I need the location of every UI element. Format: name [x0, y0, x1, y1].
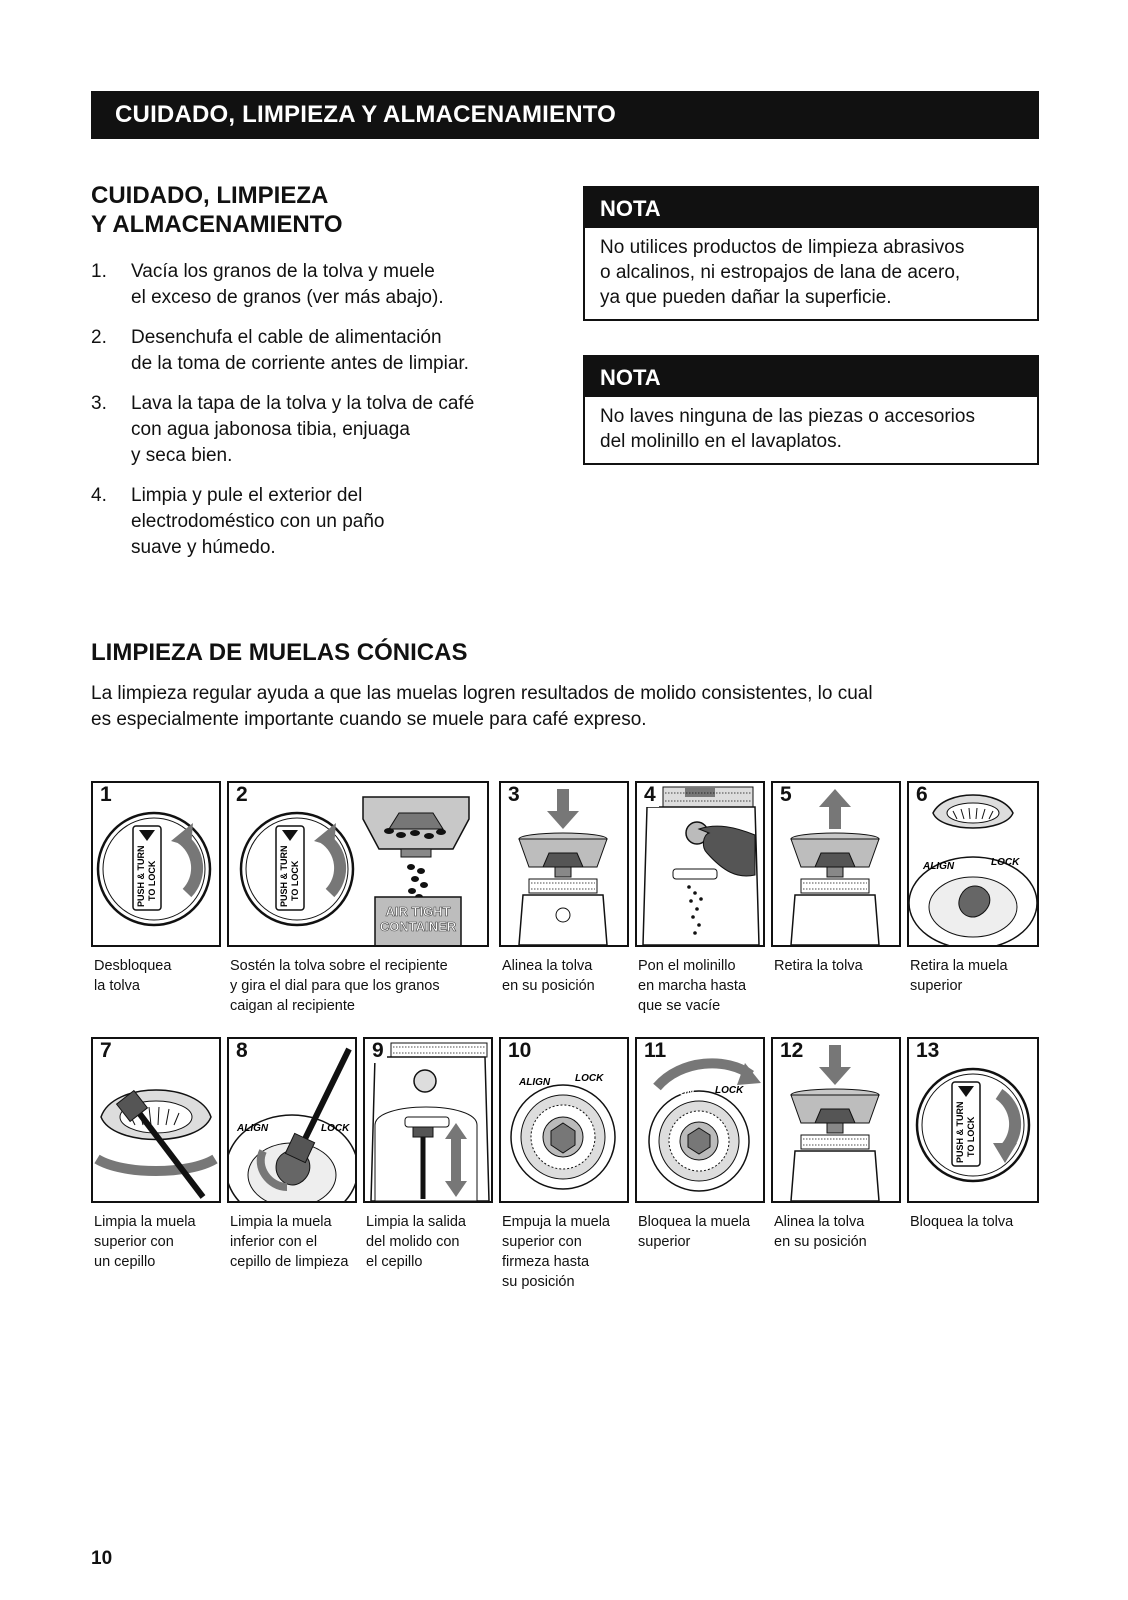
- step-panel-2: [227, 781, 489, 947]
- step-panel-10: [499, 1037, 629, 1203]
- burr-cleaning-intro: [91, 681, 991, 733]
- caption-line: Empuja la muela: [502, 1214, 610, 1230]
- panel-number: 13: [913, 1039, 942, 1063]
- remove-upper-burr-illustration: [909, 783, 1037, 945]
- lock-hopper-illustration: [909, 1039, 1037, 1201]
- panel-number: 7: [97, 1039, 115, 1063]
- arrow-down-icon: [819, 1067, 851, 1085]
- panel-number: 1: [97, 783, 115, 807]
- step-panel-8: [227, 1037, 357, 1203]
- note-line: o alcalinos, ni estropajos de lana de acero,: [600, 262, 961, 283]
- care-step: [91, 391, 511, 469]
- step-line: Vacía los granos de la tolva y muele: [131, 261, 435, 282]
- care-steps-list: [91, 259, 511, 575]
- care-step: [91, 483, 511, 561]
- panel-caption-3: [502, 956, 637, 996]
- intro-line: es especialmente importante cuando se muele para café expreso.: [91, 709, 647, 730]
- step-number: 3.: [91, 393, 107, 414]
- note-line: No laves ninguna de las piezas o accesorios: [600, 406, 975, 427]
- caption-line: Sostén la tolva sobre el recipiente: [230, 958, 448, 974]
- page-number: 10: [91, 1548, 113, 1569]
- panel-caption-7: [94, 1212, 229, 1272]
- panel-number: 5: [777, 783, 795, 807]
- step-panel-4: [635, 781, 765, 947]
- caption-line: su posición: [502, 1274, 575, 1290]
- clean-upper-burr-illustration: [93, 1039, 219, 1201]
- arrow-down-icon: [547, 811, 579, 829]
- remove-hopper-illustration: [773, 783, 899, 945]
- caption-line: superior: [910, 978, 963, 994]
- push-turn-label: PUSH & TURN TO LOCK: [279, 845, 300, 907]
- run-grinder-illustration: [637, 783, 763, 945]
- caption-line: cepillo de limpieza: [230, 1254, 349, 1270]
- note-body: [585, 397, 1037, 463]
- clean-lower-burr-illustration: [229, 1039, 355, 1201]
- caption-line: Alinea la tolva: [774, 1214, 865, 1230]
- caption-line: Pon el molinillo: [638, 958, 736, 974]
- panel-caption-6: [910, 956, 1045, 996]
- caption-line: en su posición: [502, 978, 595, 994]
- caption-line: en su posición: [774, 1234, 867, 1250]
- section-banner: CUIDADO, LIMPIEZA Y ALMACENAMIENTO: [91, 91, 1039, 139]
- step-line: de la toma de corriente antes de limpiar.: [131, 353, 469, 374]
- caption-line: inferior con el: [230, 1234, 318, 1250]
- caption-line: superior con: [502, 1234, 582, 1250]
- push-turn-label: PUSH & TURN TO LOCK: [136, 845, 157, 907]
- brush-icon: [413, 1127, 433, 1137]
- step-panel-11: [635, 1037, 765, 1203]
- intro-line: La limpieza regular ayuda a que las muelas logren resultados de molido consistentes, lo cual: [91, 683, 873, 704]
- caption-line: firmeza hasta: [502, 1254, 590, 1270]
- caption-line: Limpia la muela: [230, 1214, 332, 1230]
- note-line: ya que pueden dañar la superficie.: [600, 287, 892, 308]
- caption-line: Desbloquea: [94, 958, 172, 974]
- care-step: [91, 325, 511, 377]
- note-line: No utilices productos de limpieza abrasivos: [600, 237, 965, 258]
- panel-caption-5: [774, 956, 909, 976]
- step-panel-3: [499, 781, 629, 947]
- step-line: y seca bien.: [131, 445, 233, 466]
- clean-chute-illustration: [365, 1039, 491, 1201]
- panel-number: 8: [233, 1039, 251, 1063]
- caption-line: del molido con: [366, 1234, 460, 1250]
- step-line: Limpia y pule el exterior del: [131, 485, 363, 506]
- step-line: con agua jabonosa tibia, enjuaga: [131, 419, 410, 440]
- lock-upper-burr-illustration: [637, 1039, 763, 1201]
- caption-line: Retira la tolva: [774, 958, 863, 974]
- step-panel-12: [771, 1037, 901, 1203]
- panel-caption-13: [910, 1212, 1045, 1232]
- lock-label: LOCK: [715, 1085, 744, 1096]
- step-line: suave y húmedo.: [131, 537, 276, 558]
- panel-number: 11: [641, 1039, 669, 1063]
- panel-caption-10: [502, 1212, 637, 1292]
- align-hopper-illustration: [501, 783, 627, 945]
- caption-line: Bloquea la tolva: [910, 1214, 1014, 1230]
- burr-cleaning-title: LIMPIEZA DE MUELAS CÓNICAS: [91, 639, 468, 666]
- unlock-hopper-illustration: [93, 783, 219, 945]
- align-label: ALIGN: [237, 1123, 269, 1134]
- caption-line: el cepillo: [366, 1254, 423, 1270]
- panel-caption-1: [94, 956, 229, 996]
- caption-line: y gira el dial para que los granos: [230, 978, 440, 994]
- caption-line: que se vacíe: [638, 998, 721, 1014]
- caption-line: Retira la muela: [910, 958, 1008, 974]
- step-line: el exceso de granos (ver más abajo).: [131, 287, 444, 308]
- step-line: Lava la tapa de la tolva y la tolva de café: [131, 393, 475, 414]
- care-title-line1: CUIDADO, LIMPIEZA: [91, 182, 329, 209]
- step-line: electrodoméstico con un paño: [131, 511, 385, 532]
- lock-label: LOCK: [321, 1123, 350, 1134]
- note-line: del molinillo en el lavaplatos.: [600, 431, 842, 452]
- step-panel-1: [91, 781, 221, 947]
- panel-caption-8: [230, 1212, 365, 1272]
- panel-number: 3: [505, 783, 523, 807]
- step-number: 4.: [91, 485, 107, 506]
- caption-line: superior con: [94, 1234, 174, 1250]
- arrow-up-icon: [819, 789, 851, 807]
- align-label: ALIGN: [519, 1077, 551, 1088]
- step-line: Desenchufa el cable de alimentación: [131, 327, 442, 348]
- note-box: [583, 355, 1039, 465]
- step-number: 2.: [91, 327, 107, 348]
- step-panel-5: [771, 781, 901, 947]
- care-step: [91, 259, 511, 311]
- step-panel-7: [91, 1037, 221, 1203]
- caption-line: Alinea la tolva: [502, 958, 593, 974]
- container-label: AIR TIGHT: [385, 904, 451, 919]
- align-label: ALIGN: [923, 861, 955, 872]
- note-heading: NOTA: [585, 188, 1037, 228]
- panel-number: 2: [233, 783, 251, 807]
- panel-caption-2: [230, 956, 490, 1016]
- panel-number: 4: [641, 783, 659, 807]
- panel-caption-11: [638, 1212, 773, 1252]
- container-label: CONTAINER: [379, 919, 457, 934]
- panel-number: 10: [505, 1039, 534, 1063]
- caption-line: Limpia la salida: [366, 1214, 466, 1230]
- caption-line: Bloquea la muela: [638, 1214, 751, 1230]
- align-label: ALIGN: [663, 1087, 695, 1098]
- step-panel-6: [907, 781, 1039, 947]
- step-panel-9: [363, 1037, 493, 1203]
- step-panel-13: [907, 1037, 1039, 1203]
- panel-number: 12: [777, 1039, 806, 1063]
- caption-line: caigan al recipiente: [230, 998, 355, 1014]
- caption-line: superior: [638, 1234, 691, 1250]
- caption-line: en marcha hasta: [638, 978, 747, 994]
- lock-label: LOCK: [575, 1073, 604, 1084]
- caption-line: un cepillo: [94, 1254, 156, 1270]
- care-title: [91, 181, 343, 239]
- push-turn-label: PUSH & TURN TO LOCK: [955, 1101, 976, 1163]
- care-title-line2: Y ALMACENAMIENTO: [91, 211, 343, 238]
- realign-hopper-illustration: [773, 1039, 899, 1201]
- panel-caption-4: [638, 956, 773, 1016]
- caption-line: la tolva: [94, 978, 140, 994]
- panel-number: 9: [369, 1039, 387, 1063]
- rotate-arrow-icon: [657, 1063, 751, 1087]
- note-box: [583, 186, 1039, 321]
- step-number: 1.: [91, 261, 107, 282]
- lock-label: LOCK: [991, 857, 1020, 868]
- note-heading: NOTA: [585, 357, 1037, 397]
- panel-number: 6: [913, 783, 931, 807]
- note-body: [585, 228, 1037, 319]
- panel-caption-9: [366, 1212, 501, 1272]
- caption-line: Limpia la muela: [94, 1214, 196, 1230]
- push-upper-burr-illustration: [501, 1039, 627, 1201]
- panel-caption-12: [774, 1212, 909, 1252]
- empty-hopper-illustration: [229, 783, 487, 945]
